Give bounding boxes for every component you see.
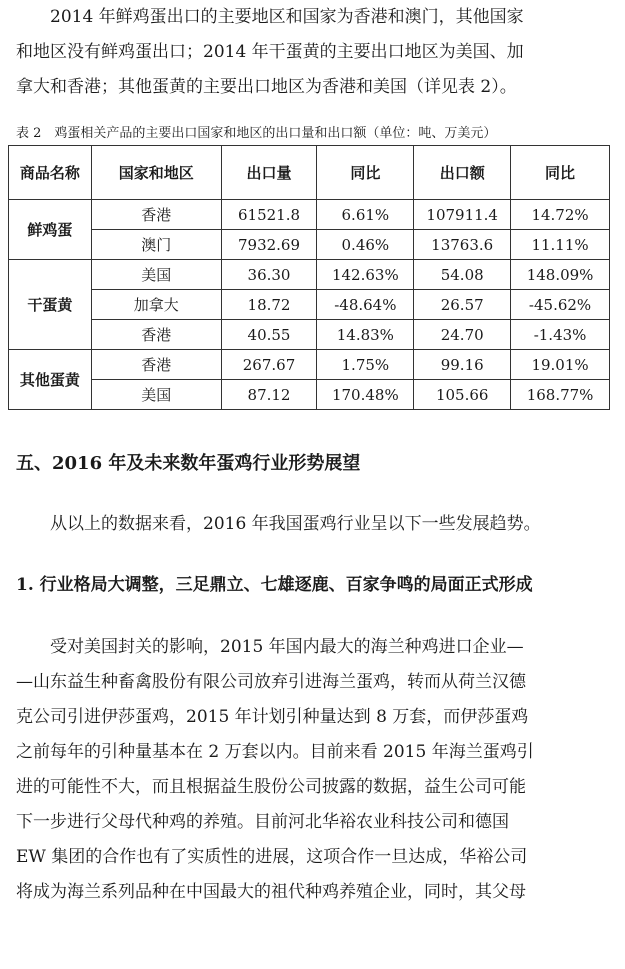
volume-cell: 87.12 <box>221 380 317 410</box>
intro-paragraph <box>16 0 606 105</box>
volume-cell: 40.55 <box>221 320 317 350</box>
table-row <box>9 350 610 380</box>
header-value-yoy: 同比 <box>511 146 610 200</box>
table-row <box>9 320 610 350</box>
header-volume-yoy: 同比 <box>317 146 414 200</box>
value-cell: 24.70 <box>414 320 511 350</box>
header-value: 出口额 <box>414 146 511 200</box>
table-header-row <box>9 146 610 200</box>
export-table <box>8 145 610 410</box>
body-line: 受对美国封关的影响，2015 年国内最大的海兰种鸡进口企业— <box>16 637 524 657</box>
volume-yoy-cell: 170.48% <box>317 380 414 410</box>
volume-cell: 36.30 <box>221 260 317 290</box>
header-product: 商品名称 <box>9 146 92 200</box>
region-cell: 香港 <box>91 350 221 380</box>
value-cell: 105.66 <box>414 380 511 410</box>
intro-line: 和地区没有鲜鸡蛋出口；2014 年干蛋黄的主要出口地区为美国、加 <box>16 42 524 62</box>
value-yoy-cell: 11.11% <box>511 230 610 260</box>
value-cell: 99.16 <box>414 350 511 380</box>
value-yoy-cell: -1.43% <box>511 320 610 350</box>
group-name: 干蛋黄 <box>9 260 92 350</box>
region-cell: 香港 <box>91 200 221 230</box>
value-yoy-cell: 19.01% <box>511 350 610 380</box>
value-cell: 13763.6 <box>414 230 511 260</box>
region-cell: 美国 <box>91 380 221 410</box>
value-yoy-cell: 148.09% <box>511 260 610 290</box>
group-name: 鲜鸡蛋 <box>9 200 92 260</box>
volume-yoy-cell: 142.63% <box>317 260 414 290</box>
volume-cell: 61521.8 <box>221 200 317 230</box>
value-cell: 107911.4 <box>414 200 511 230</box>
value-cell: 26.57 <box>414 290 511 320</box>
section-heading: 五、2016 年及未来数年蛋鸡行业形势展望 <box>16 453 361 474</box>
volume-yoy-cell: -48.64% <box>317 290 414 320</box>
header-volume: 出口量 <box>221 146 317 200</box>
value-yoy-cell: 168.77% <box>511 380 610 410</box>
header-region: 国家和地区 <box>91 146 221 200</box>
volume-yoy-cell: 14.83% <box>317 320 414 350</box>
volume-cell: 7932.69 <box>221 230 317 260</box>
section-intro <box>16 507 606 542</box>
table-row <box>9 290 610 320</box>
region-cell: 美国 <box>91 260 221 290</box>
intro-line: 拿大和香港；其他蛋黄的主要出口地区为香港和美国（详见表 2）。 <box>16 77 517 97</box>
group-name: 其他蛋黄 <box>9 350 92 410</box>
region-cell: 澳门 <box>91 230 221 260</box>
table-caption: 表 2 鸡蛋相关产品的主要出口国家和地区的出口量和出口额（单位：吨、万美元） <box>16 126 497 141</box>
volume-yoy-cell: 6.61% <box>317 200 414 230</box>
body-line: 将成为海兰系列品种在中国最大的祖代种鸡养殖企业，同时，其父母 <box>16 882 526 902</box>
body-line: 下一步进行父母代种鸡的养殖。目前河北华裕农业科技公司和德国 <box>16 812 509 832</box>
volume-cell: 267.67 <box>221 350 317 380</box>
body-line: 克公司引进伊莎蛋鸡，2015 年计划引种量达到 8 万套，而伊莎蛋鸡 <box>16 707 529 727</box>
intro-line: 2014 年鲜鸡蛋出口的主要地区和国家为香港和澳门，其他国家 <box>16 7 524 27</box>
volume-yoy-cell: 0.46% <box>317 230 414 260</box>
volume-cell: 18.72 <box>221 290 317 320</box>
body-line: 进的可能性不大，而且根据益生股份公司披露的数据，益生公司可能 <box>16 777 526 797</box>
value-cell: 54.08 <box>414 260 511 290</box>
value-yoy-cell: 14.72% <box>511 200 610 230</box>
table-row <box>9 260 610 290</box>
body-line: 之前每年的引种量基本在 2 万套以内。目前来看 2015 年海兰蛋鸡引 <box>16 742 534 762</box>
section-intro-line: 从以上的数据来看，2016 年我国蛋鸡行业呈以下一些发展趋势。 <box>16 514 541 534</box>
table-row <box>9 380 610 410</box>
region-cell: 加拿大 <box>91 290 221 320</box>
table-row <box>9 230 610 260</box>
body-line: —山东益生种畜禽股份有限公司放弃引进海兰蛋鸡，转而从荷兰汉德 <box>16 672 526 692</box>
body-line: EW 集团的合作也有了实质性的进展，这项合作一旦达成，华裕公司 <box>16 847 528 867</box>
value-yoy-cell: -45.62% <box>511 290 610 320</box>
volume-yoy-cell: 1.75% <box>317 350 414 380</box>
body-paragraph <box>16 630 606 910</box>
section-subheading: 1. 行业格局大调整，三足鼎立、七雄逐鹿、百家争鸣的局面正式形成 <box>16 575 533 595</box>
region-cell: 香港 <box>91 320 221 350</box>
table-row <box>9 200 610 230</box>
